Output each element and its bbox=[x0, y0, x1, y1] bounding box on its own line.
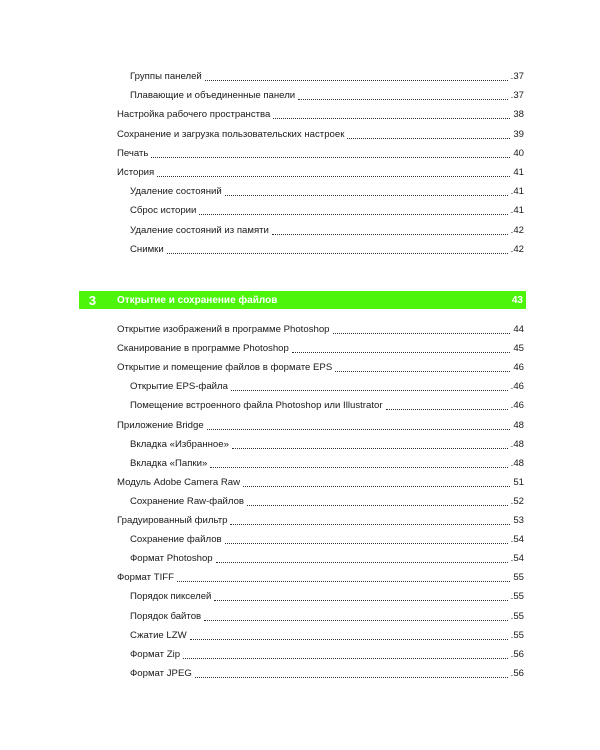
toc-entry-title: Сброс истории bbox=[130, 205, 197, 217]
toc-subentry[interactable] bbox=[130, 664, 524, 680]
dot-leader bbox=[231, 390, 508, 391]
toc-subentry[interactable] bbox=[130, 67, 524, 83]
toc-entry-title: Порядок байтов bbox=[130, 610, 202, 622]
toc-entry-page: 51 bbox=[513, 476, 524, 488]
dot-leader bbox=[335, 371, 510, 372]
dot-leader bbox=[207, 429, 511, 430]
toc-subentry[interactable] bbox=[130, 221, 524, 237]
toc-entry-title: Сжатие LZW bbox=[130, 629, 187, 641]
toc-entry-title: Группы панелей bbox=[130, 71, 202, 82]
dot-leader bbox=[232, 448, 508, 449]
dot-leader bbox=[243, 486, 510, 487]
dot-leader bbox=[298, 99, 508, 100]
toc-entry-page: .42 bbox=[510, 224, 524, 236]
toc-entry[interactable] bbox=[117, 320, 524, 336]
toc-entry-page: 40 bbox=[513, 147, 524, 159]
toc-subentry[interactable] bbox=[130, 607, 524, 623]
chapter-title: Открытие и сохранение файлов bbox=[117, 294, 278, 306]
dot-leader bbox=[190, 639, 508, 640]
toc-entry-page: 38 bbox=[513, 109, 524, 121]
dot-leader bbox=[214, 600, 507, 601]
dot-leader bbox=[151, 157, 510, 158]
toc-entry-title: Печать bbox=[117, 147, 149, 159]
toc-entry-page: 48 bbox=[513, 419, 524, 431]
toc-entry-title: Плавающие и объединенные панели bbox=[130, 90, 296, 102]
toc-entry-title: Помещение встроенного файла Photoshop или Illustrator bbox=[130, 400, 383, 412]
dot-leader bbox=[247, 505, 508, 506]
toc-entry-page: 39 bbox=[513, 128, 524, 140]
toc-entry-page: .56 bbox=[510, 667, 524, 679]
dot-leader bbox=[167, 253, 508, 254]
toc-entry-page: .46 bbox=[510, 381, 524, 393]
toc-entry-page: 46 bbox=[513, 362, 524, 374]
toc-entry-page: .48 bbox=[510, 457, 524, 469]
toc-entry[interactable] bbox=[117, 144, 524, 160]
toc-entry-title: Градуированный фильтр bbox=[117, 515, 228, 526]
toc-entry-page: .46 bbox=[510, 400, 524, 412]
dot-leader bbox=[347, 138, 510, 139]
toc-subentry[interactable] bbox=[130, 86, 524, 102]
toc-entry-title: Формат Zip bbox=[130, 648, 181, 660]
toc-entry-title: Открытие EPS-файла bbox=[130, 381, 228, 393]
toc-entry-title: Удаление состояний bbox=[130, 186, 222, 198]
toc-entry-page: .55 bbox=[510, 629, 524, 641]
toc-entry-page: 55 bbox=[513, 572, 524, 584]
toc-entry-title: Сохранение Raw-файлов bbox=[130, 495, 245, 507]
dot-leader bbox=[210, 467, 507, 468]
toc-entry-title: Сканирование в программе Photoshop bbox=[117, 343, 289, 355]
toc-entry[interactable] bbox=[117, 125, 524, 141]
toc-entry-page: .55 bbox=[510, 591, 524, 603]
dot-leader bbox=[225, 543, 508, 544]
toc-subentry[interactable] bbox=[130, 626, 524, 642]
toc-entry[interactable] bbox=[117, 339, 524, 355]
dot-leader bbox=[292, 352, 510, 353]
toc-entry-page: .37 bbox=[510, 71, 524, 82]
toc-subentry[interactable] bbox=[130, 587, 524, 603]
toc-entry-title: Модуль Adobe Camera Raw bbox=[117, 476, 241, 488]
toc-entry[interactable] bbox=[117, 568, 524, 584]
toc-entry[interactable] bbox=[117, 473, 524, 489]
dot-leader bbox=[195, 677, 508, 678]
toc-subentry[interactable] bbox=[130, 549, 524, 565]
toc-entry-page: .42 bbox=[510, 243, 524, 255]
toc-subentry[interactable] bbox=[130, 435, 524, 451]
toc-entry-title: Сохранение и загрузка пользовательских настроек bbox=[117, 128, 345, 140]
dot-leader bbox=[225, 195, 508, 196]
toc-entry-page: 53 bbox=[513, 515, 524, 526]
dot-leader bbox=[204, 620, 508, 621]
toc-entry-page: .41 bbox=[510, 205, 524, 217]
toc-entry-page: .55 bbox=[510, 610, 524, 622]
toc-entry[interactable] bbox=[117, 163, 524, 179]
toc-entry-title: Формат JPEG bbox=[130, 667, 192, 679]
toc-entry[interactable] bbox=[117, 416, 524, 432]
toc-entry-title: Порядок пикселей bbox=[130, 591, 212, 603]
toc-entry-page: 44 bbox=[513, 324, 524, 335]
toc-entry-page: .41 bbox=[510, 186, 524, 198]
dot-leader bbox=[272, 234, 508, 235]
toc-entry[interactable] bbox=[117, 105, 524, 121]
toc-entry-title: Формат TIFF bbox=[117, 572, 174, 584]
toc-entry-page: .56 bbox=[510, 648, 524, 660]
toc-entry[interactable] bbox=[117, 511, 524, 527]
toc-entry-title: Приложение Bridge bbox=[117, 419, 204, 431]
toc-entry-title: Открытие изображений в программе Photoshop bbox=[117, 324, 330, 335]
dot-leader bbox=[177, 581, 510, 582]
toc-subentry[interactable] bbox=[130, 240, 524, 256]
dot-leader bbox=[216, 562, 508, 563]
toc-entry-page: .48 bbox=[510, 438, 524, 450]
toc-entry-title: Формат Photoshop bbox=[130, 553, 213, 565]
toc-entry-page: 45 bbox=[513, 343, 524, 355]
toc-subentry[interactable] bbox=[130, 377, 524, 393]
toc-entry-page: .37 bbox=[510, 90, 524, 102]
toc-subentry[interactable] bbox=[130, 182, 524, 198]
toc-entry-title: Открытие и помещение файлов в формате EPS bbox=[117, 362, 333, 374]
toc-subentry[interactable] bbox=[130, 201, 524, 217]
toc-entry-page: .52 bbox=[510, 495, 524, 507]
chapter-number: 3 bbox=[88, 292, 97, 308]
toc-entry-title: Снимки bbox=[130, 243, 164, 255]
toc-entry[interactable] bbox=[117, 358, 524, 374]
toc-subentry[interactable] bbox=[130, 530, 524, 546]
toc-entry-title: Сохранение файлов bbox=[130, 534, 222, 546]
dot-leader bbox=[333, 333, 511, 334]
toc-subentry[interactable] bbox=[130, 645, 524, 661]
dot-leader bbox=[386, 409, 508, 410]
toc-entry-title: Настройка рабочего пространства bbox=[117, 109, 271, 121]
toc-entry-title: Удаление состояний из памяти bbox=[130, 224, 269, 236]
toc-entry-title: Вкладка «Избранное» bbox=[130, 438, 229, 450]
toc-entry-title: История bbox=[117, 167, 155, 178]
toc-entry-page: .54 bbox=[510, 534, 524, 546]
dot-leader bbox=[230, 524, 510, 525]
toc-subentry[interactable] bbox=[130, 396, 524, 412]
toc-entry-page: .54 bbox=[510, 553, 524, 565]
dot-leader bbox=[273, 118, 510, 119]
dot-leader bbox=[157, 176, 510, 177]
toc-entry-title: Вкладка «Папки» bbox=[130, 457, 208, 469]
toc-subentry[interactable] bbox=[130, 454, 524, 470]
chapter-page-number: 43 bbox=[511, 294, 523, 306]
toc-entry-page: 41 bbox=[513, 167, 524, 178]
toc-subentry[interactable] bbox=[130, 492, 524, 508]
dot-leader bbox=[199, 214, 507, 215]
dot-leader bbox=[183, 658, 508, 659]
dot-leader bbox=[205, 80, 508, 81]
